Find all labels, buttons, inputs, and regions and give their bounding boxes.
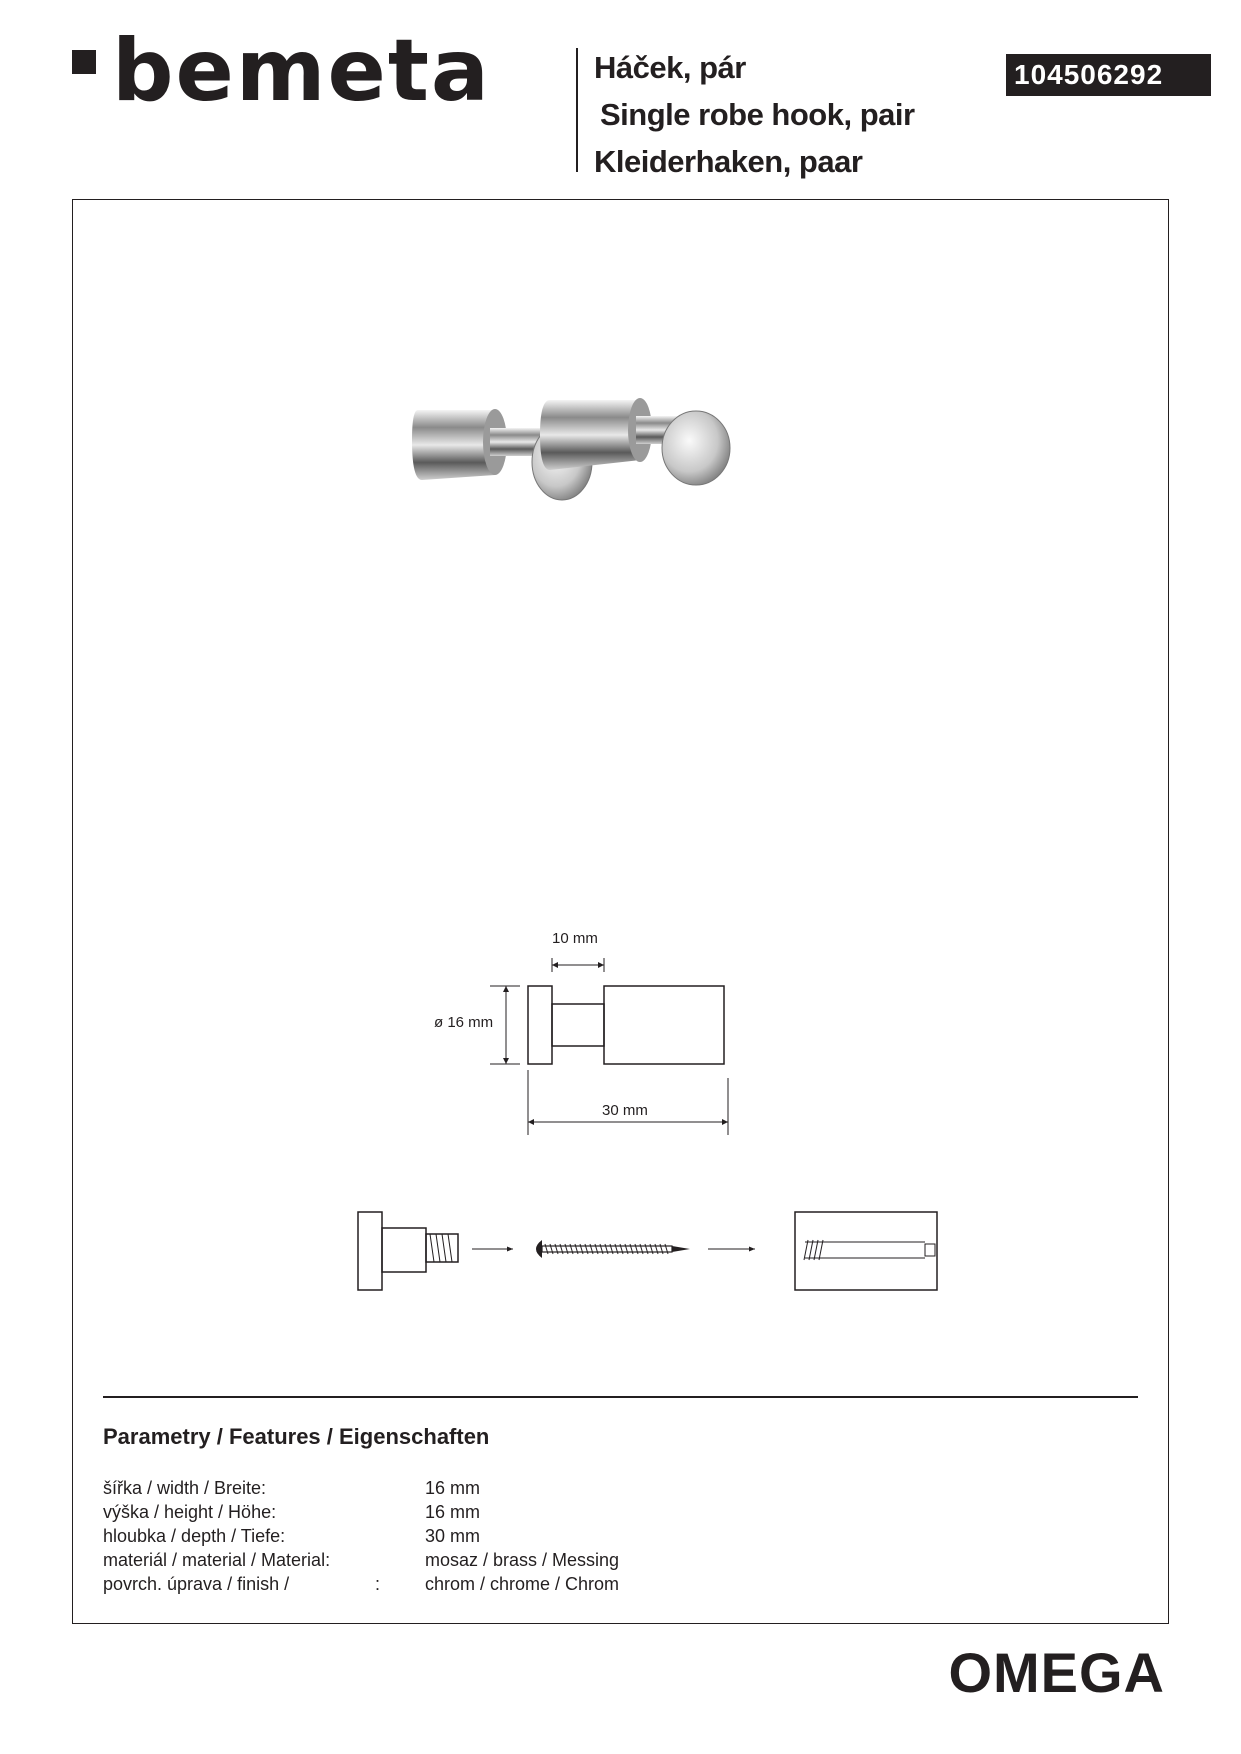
spec-label: výška / height / Höhe: [103,1502,277,1522]
part-cap [358,1212,382,1290]
part-shaft [382,1228,426,1272]
logo-square-mark [72,50,96,74]
spec-label: hloubka / depth / Tiefe: [103,1526,286,1546]
dim-diameter-label: ø 16 mm [434,1014,494,1031]
product-titles [594,44,915,185]
mounting-diagram [350,1200,950,1300]
hook-shaft-outline [552,1004,604,1046]
screw-icon [536,1240,690,1258]
spec-value: 16 mm [425,1502,481,1522]
spec-colon: : [375,1574,381,1594]
product-code: 104506292 [1006,54,1211,96]
spec-label: materiál / material / Material: [103,1550,331,1570]
title-english: Single robe hook, pair [600,97,915,132]
logo-wordmark: bemeta [112,21,491,121]
arrow-right-icon [749,1247,755,1252]
spec-value: mosaz / brass / Messing [425,1550,620,1570]
title-german: Kleiderhaken, paar [594,144,863,179]
arrow-right-icon [507,1247,513,1252]
features-divider [103,1396,1138,1398]
spec-label: povrch. úprava / finish / [103,1574,290,1594]
spec-label: šířka / width / Breite: [103,1478,267,1498]
bemeta-logo [72,21,492,122]
series-name: OMEGA [948,1641,1165,1704]
spec-value: 30 mm [425,1526,481,1546]
header-divider [576,48,578,172]
spec-value: 16 mm [425,1478,481,1498]
title-czech: Háček, pár [594,50,746,85]
product-photo [400,380,820,560]
dim-depth-label: 30 mm [602,1102,648,1119]
dim-shaft-label: 10 mm [552,930,598,947]
hook-cap-outline [528,986,552,1064]
hook-base-outline [604,986,724,1064]
spec-value: chrom / chrome / Chrom [425,1574,620,1594]
features-title: Parametry / Features / Eigenschaften [103,1424,490,1449]
